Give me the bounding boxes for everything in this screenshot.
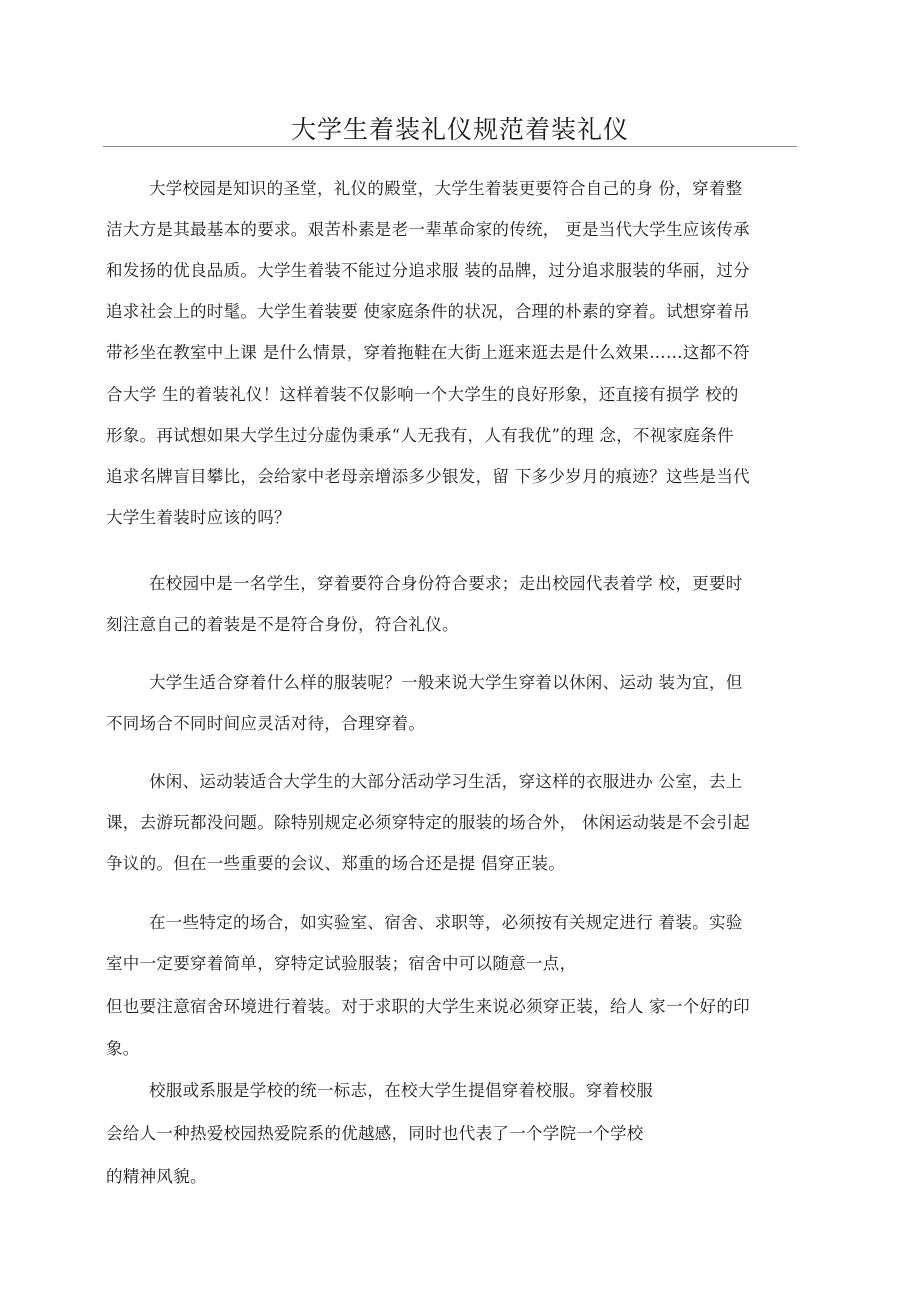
paragraph-4-line-3: 争议的。但在一些重要的会议、郑重的场合还是提 倡穿正装。 <box>106 854 566 873</box>
paragraph-1-line-3: 和发扬的优良品质。大学生着装不能过分追求服 装的品牌，过分追求服装的华丽，过分 <box>106 261 750 280</box>
paragraph-3-line-2: 不同场合不同时间应灵活对待，合理穿着。 <box>106 714 426 733</box>
paragraph-1-line-6: 合大学 生的着装礼仪！这样着装不仅影响一个大学生的良好形象，还直接有损学 校的 <box>106 385 739 404</box>
paragraph-1-line-1: 大学校园是知识的圣堂，礼仪的殿堂，大学生着装更要符合自己的身 份，穿着整 <box>149 179 743 198</box>
paragraph-1-line-8: 追求名牌盲目攀比，会给家中老母亲增添多少银发，留 下多少岁月的痕迹？这些是当代 <box>106 467 750 486</box>
paragraph-4-line-1: 休闲、运动装适合大学生的大部分活动学习生活，穿这样的衣服进办 公室，去上 <box>149 772 743 791</box>
paragraph-6-line-3: 的精神风貌。 <box>106 1167 207 1186</box>
paragraph-1-line-4: 追求社会上的时髦。大学生着装要 使家庭条件的状况，合理的朴素的穿着。试想穿着吊 <box>106 302 750 321</box>
paragraph-6-line-1: 校服或系服是学校的统一标志，在校大学生提倡穿着校服。穿着校服 <box>149 1081 653 1100</box>
paragraph-1-line-9: 大学生着装时应该的吗？ <box>106 508 291 527</box>
paragraph-2-line-1: 在校园中是一名学生，穿着要符合身份符合要求；走出校园代表着学 校，更要时 <box>149 574 743 593</box>
title-underline <box>103 146 797 147</box>
paragraph-5-line-2: 室中一定要穿着简单，穿特定试验服装；宿舍中可以随意一点， <box>106 954 577 973</box>
paragraph-5-line-3: 但也要注意宿舍环境进行着装。对于求职的大学生来说必须穿正装，给人 家一个好的印 <box>106 997 750 1016</box>
paragraph-1-line-2: 洁大方是其最基本的要求。艰苦朴素是老一辈革命家的传统， 更是当代大学生应该传承 <box>106 220 750 239</box>
paragraph-2-line-2: 刻注意自己的着装是不是符合身份，符合礼仪。 <box>106 615 459 634</box>
paragraph-6-line-2: 会给人一种热爱校园热爱院系的优越感，同时也代表了一个学院一个学校 <box>106 1124 644 1143</box>
paragraph-5-line-1: 在一些特定的场合，如实验室、宿舍、求职等，必须按有关规定进行 着装。实验 <box>149 913 743 932</box>
document-title: 大学生着装礼仪规范着装礼仪 <box>290 115 629 144</box>
paragraph-1-line-5: 带衫坐在教室中上课 是什么情景，穿着拖鞋在大街上逛来逛去是什么效果……这都不符 <box>106 343 750 362</box>
paragraph-5-line-4: 象。 <box>106 1039 140 1058</box>
paragraph-3-line-1: 大学生适合穿着什么样的服装呢？一般来说大学生穿着以休闲、运动 装为宜，但 <box>149 673 743 692</box>
paragraph-4-line-2: 课，去游玩都没问题。除特别规定必须穿特定的服装的场合外， 休闲运动装是不会引起 <box>106 813 750 832</box>
paragraph-1-line-7: 形象。再试想如果大学生过分虚伪秉承“人无我有，人有我优”的理 念，不视家庭条件 <box>106 426 734 445</box>
